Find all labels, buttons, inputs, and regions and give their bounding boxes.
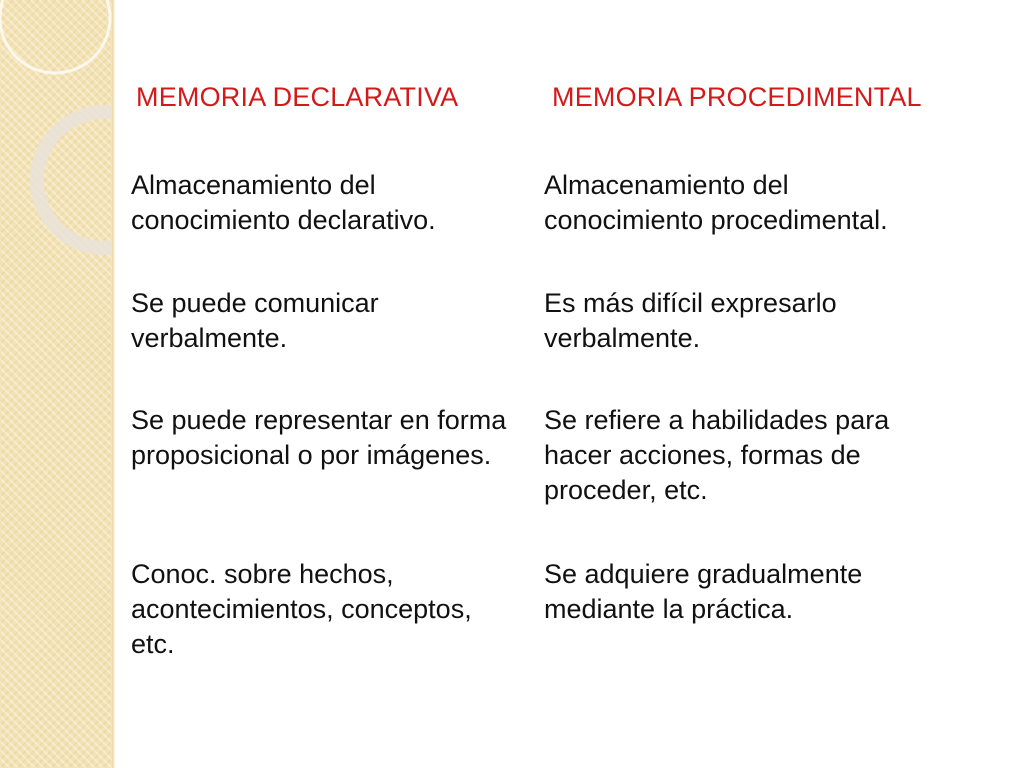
declarative-item-2: Se puede comunicar verbalmente.	[131, 288, 379, 353]
decorative-circles	[0, 0, 112, 768]
decorative-side-band	[0, 0, 112, 768]
procedural-item-4: Se adquiere gradualmente mediante la práctica.	[544, 559, 863, 624]
declarative-item-3: Se puede representar en forma proposicional o por imágenes.	[131, 405, 507, 470]
side-band-edge	[112, 0, 115, 768]
procedural-item-1: Almacenamiento del conocimiento procedimental.	[544, 170, 888, 235]
procedural-memory-title: MEMORIA PROCEDIMENTAL	[552, 82, 922, 112]
procedural-item-2: Es más difícil expresarlo verbalmente.	[544, 288, 837, 353]
declarative-memory-title: MEMORIA DECLARATIVA	[136, 82, 459, 112]
procedural-item-3: Se refiere a habilidades para hacer acciones, formas de proceder, etc.	[544, 405, 890, 505]
declarative-item-1: Almacenamiento del conocimiento declarativo.	[131, 170, 436, 235]
declarative-item-4: Conoc. sobre hechos, acontecimientos, conceptos, etc.	[131, 559, 472, 659]
